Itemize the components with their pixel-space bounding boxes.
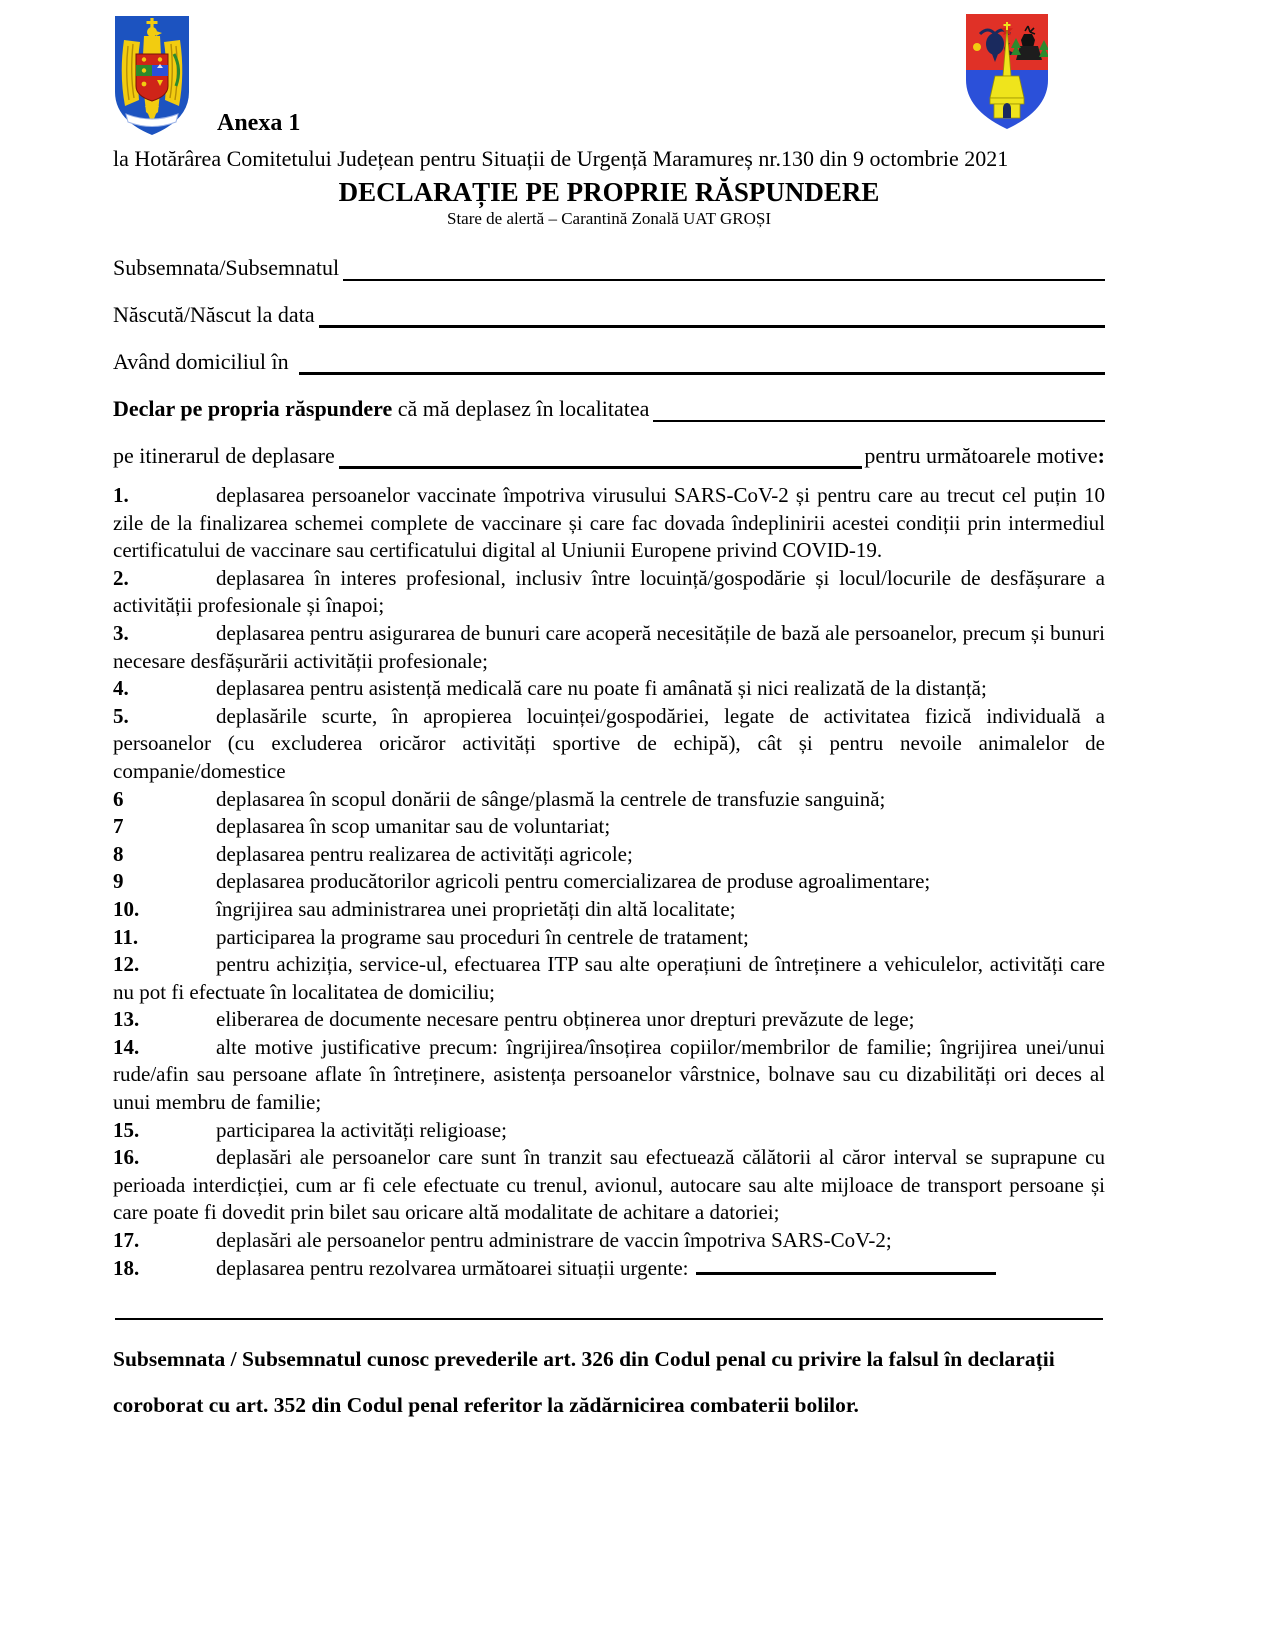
motive-item-9: [113, 868, 1105, 896]
motive-item-12: [113, 951, 1105, 1006]
document-subtitle: Stare de alertă – Carantină Zonală UAT GROȘI: [446, 209, 771, 228]
motive-number: 9: [113, 869, 124, 894]
motive-item-1: [113, 482, 1105, 565]
decision-reference-line: la Hotărârea Comitetului Județean pentru Situații de Urgență Maramureș nr.130 din 9 octombrie 2021: [113, 146, 1009, 171]
motive-text: pentru achiziția, service-ul, efectuarea ITP sau alte operațiuni de întreținere a vehiculelor, activități care nu pot fi efectuate în localitatea de domiciliu;: [113, 952, 1105, 1004]
motive-text: deplasări ale persoanelor care sunt în tranzit sau efectuează călătorii al căror interval se suprapune cu perioada interdicției, cum ar fi cele efectuate cu trenul, avionul, autocare sau alte mijloace de transport persoane și care poate fi dovedit prin bilet sau oricare altă modalitate de achitare a datoriei;: [113, 1145, 1105, 1225]
motive-number: 16.: [113, 1145, 140, 1170]
motive-text: eliberarea de documente necesare pentru obținerea unor drepturi prevăzute de lege;: [216, 1007, 915, 1032]
motive-text: deplasarea persoanelor vaccinate împotriva virusului SARS-CoV-2 și pentru care au trecut cel puțin 10 zile de la finalizarea schemei complete de vaccinare și care fac dovada îndeplinirii acestei condiții prin intermediul certificatului de vaccinare sau certificatului digital al Uniunii Europene privind COVID-19.: [113, 483, 1105, 563]
motive-number: 3.: [113, 620, 129, 645]
domicile-field-row: [113, 328, 1105, 375]
birthdate-field-label: Născută/Născut la data: [113, 302, 315, 327]
motive-number: 13.: [113, 1007, 140, 1032]
motive-number: 18.: [113, 1255, 140, 1280]
motive-item-16: [113, 1144, 1105, 1227]
motive-item-8: [113, 841, 1105, 869]
motive-number: 15.: [113, 1117, 140, 1142]
motive-text: deplasarea pentru realizarea de activități agricole;: [216, 841, 633, 866]
motive-text: deplasările scurte, în apropierea locuinței/gospodăriei, legate de activitatea fizică individuală a persoanelor (cu excluderea oricăror activități sportive de echipă), cât și pentru nevoile animalelor de companie/domestice: [113, 703, 1105, 783]
motive-item-6: [113, 786, 1105, 814]
motive-item-10: [113, 896, 1105, 924]
motive-text: deplasarea în scopul donării de sânge/plasmă la centrele de transfuzie sanguină;: [216, 786, 886, 811]
annex-label: Anexa 1: [217, 110, 301, 136]
motive-number: 11.: [113, 924, 139, 949]
itinerary-blank-line: [339, 458, 863, 469]
domicile-field-label: Având domiciliul în: [113, 349, 289, 374]
motive-text: deplasarea pentru asistență medicală care nu poate fi amânată și nici realizată de la distanță;: [216, 676, 987, 701]
motive-text: alte motive justificative precum: îngrijirea/însoțirea copiilor/membrilor de familie; îngrijirea unei/unui rude/afin sau persoane aflate în întreținere, asistența persoanelor vârstnice, bolnave sau cu dizabilități ori deces al unui membru de familie;: [113, 1034, 1105, 1115]
motives-colon: :: [1097, 443, 1105, 468]
motive-item-14: [113, 1034, 1105, 1117]
motive-item-5: [113, 703, 1105, 786]
name-blank-line: [343, 271, 1105, 281]
motive-number: 5.: [113, 703, 129, 728]
motive-item-11: [113, 924, 1105, 952]
declaration-field-row: [113, 375, 1105, 422]
motive-number: 12.: [113, 952, 140, 977]
motive-number: 2.: [113, 565, 129, 590]
itinerary-field-label: pe itinerarul de deplasare: [113, 443, 335, 468]
urgent-situation-blank-line: [696, 1268, 996, 1275]
motive-item-13: [113, 1006, 1105, 1034]
document-title: DECLARAȚIE PE PROPRIE RĂSPUNDERE: [338, 177, 880, 207]
document-body: [113, 0, 1105, 1450]
declaration-rest-label: că mă deplasez în localitatea: [397, 396, 650, 421]
motive-number: 8: [113, 841, 124, 866]
form-fields: [113, 234, 1105, 469]
motive-number: 1.: [113, 483, 129, 507]
motive-number: 6: [113, 786, 124, 811]
motive-text: deplasarea în interes profesional, inclusiv între locuință/gospodărie și locul/locurile de desfășurare a activității profesionale și înapoi;: [113, 565, 1105, 618]
motive-text: îngrijirea sau administrarea unei proprietăți din altă localitate;: [216, 896, 736, 921]
itinerary-field-row: [113, 422, 1105, 469]
motive-text: deplasarea pentru asigurarea de bunuri care acoperă necesitățile de bază ale persoanelor, precum și bunuri necesare desfășurării activității profesionale;: [113, 620, 1105, 673]
motive-number: 14.: [113, 1034, 140, 1059]
declaration-bold-label: Declar pe propria răspundere: [113, 396, 393, 421]
motive-item-4: [113, 675, 1105, 703]
locality-blank-line: [653, 412, 1105, 422]
motive-number: 10.: [113, 896, 140, 921]
motive-text: deplasarea producătorilor agricoli pentru comercializarea de produse agroalimentare;: [216, 869, 931, 894]
motives-intro-label: pentru următoarele motive:: [864, 443, 1105, 468]
motive-item-18: [113, 1255, 1105, 1283]
name-field-row: [113, 234, 1105, 281]
motive-number: 17.: [113, 1228, 140, 1253]
legal-statement: Subsemnata / Subsemnatul cunosc prevederile art. 326 din Codul penal cu privire la falsul în declarații coroborat cu art. 352 din Codul penal referitor la zădărnicirea combaterii bolilor.: [113, 1347, 1055, 1418]
motive-text: deplasarea pentru rezolvarea următoarei situații urgente:: [216, 1255, 689, 1280]
motive-item-17: [113, 1227, 1105, 1255]
motive-item-15: [113, 1117, 1105, 1145]
motive-text: deplasări ale persoanelor pentru administrare de vaccin împotriva SARS-CoV-2;: [216, 1228, 892, 1253]
motive-text: deplasarea în scop umanitar sau de voluntariat;: [216, 814, 611, 839]
name-field-label: Subsemnata/Subsemnatul: [113, 255, 340, 280]
birthdate-field-row: [113, 281, 1105, 328]
footer-divider-line: [115, 1318, 1103, 1320]
motive-text: participarea la programe sau proceduri în centrele de tratament;: [216, 924, 749, 949]
motive-number: 7: [113, 814, 124, 839]
domicile-blank-line: [299, 364, 1105, 375]
motive-number: 4.: [113, 676, 129, 701]
motive-item-7: [113, 813, 1105, 841]
motive-item-3: [113, 620, 1105, 675]
motives-list: [113, 482, 1105, 1282]
birthdate-blank-line: [319, 317, 1105, 328]
motive-text: participarea la activități religioase;: [216, 1117, 507, 1142]
motive-item-2: [113, 565, 1105, 620]
